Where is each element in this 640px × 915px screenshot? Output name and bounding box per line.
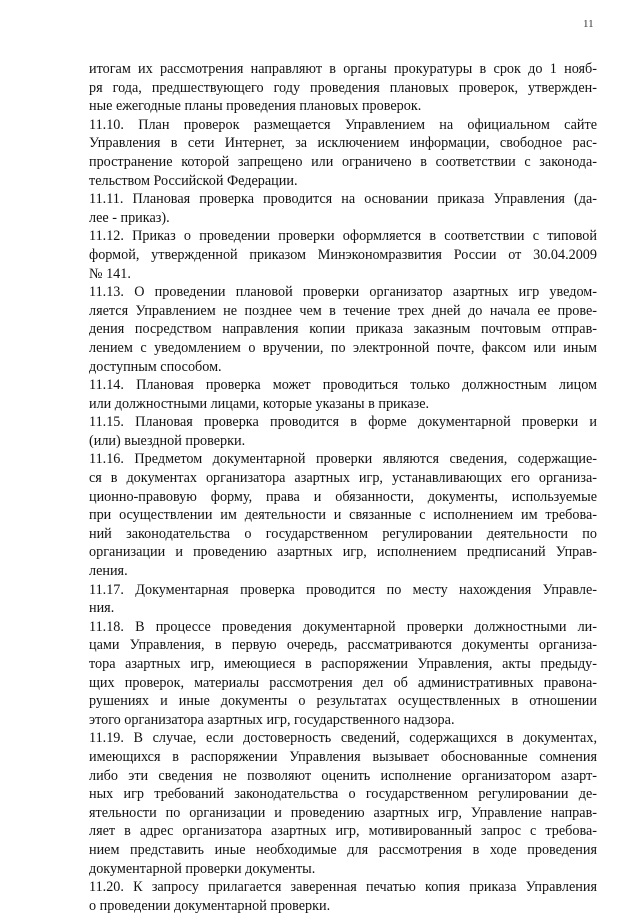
text-line: ления. [89,563,128,580]
text-line: 11.15. Плановая проверка проводится в форме документарной проверки и [89,414,597,431]
text-line: цами Управления, в первую очередь, рассматриваются документы организа- [89,637,597,654]
text-line: 11.20. К запросу прилагается заверенная печатью копия приказа Управления [89,879,597,896]
text-line: имеющихся в распоряжении Управления вызывает обоснованные сомнения [89,748,597,765]
text-line: (или) выездной проверки. [89,432,246,449]
text-line: ятельности по организации и проведению азартных игр, Управление направ- [89,804,597,821]
text-line: № 141. [89,265,131,282]
text-line: при осуществлении им деятельности и связанные с исполнением им требова- [89,507,597,524]
text-line: 11.11. Плановая проверка проводится на основании приказа Управления (да- [89,191,597,208]
text-line: нием представить иные необходимые для рассмотрения в ходе проведения [89,841,597,858]
text-line: формой, утвержденной приказом Минэкономразвития России от 30.04.2009 [89,246,597,263]
text-line: итогам их рассмотрения направляют в органы прокуратуры в срок до 1 нояб- [89,61,597,77]
text-line: лением с уведомлением о вручении, по электронной почте, факсом или иным [89,339,597,356]
text-line: 11.17. Документарная проверка проводится по месту нахождения Управле- [89,581,597,598]
text-line: 11.14. Плановая проверка может проводиться только должностным лицом [89,377,597,394]
page-number: 11 [583,18,594,30]
text-line: 11.10. План проверок размещается Управлением на официальном сайте [89,116,597,133]
body-text [89,60,597,915]
text-line: дения посредством направления копии приказа заказным почтовым отправ- [89,321,597,338]
text-line: ляется Управлением не позднее чем в течение трех дней до начала ее прове- [89,302,597,319]
text-line: ные ежегодные планы проведения плановых проверок. [89,98,422,115]
text-line: ных игр требований законодательства о государственном регулировании де- [89,786,597,803]
text-line: пространение которой запрещено или ограничено в соответствии с законода- [89,153,597,170]
text-line: либо эти сведения не позволяют оценить исполнение организатором азарт- [89,767,597,784]
text-line: лее - приказ). [89,209,170,226]
text-line: рушениях и иные документы о результатах осуществленных в отношении [89,693,597,710]
text-line: ний законодательства о государственном регулировании деятельности по [89,525,597,542]
text-line: ря года, предшествующего году проведения плановых проверок, утвержден- [89,79,597,96]
text-line: документарной проверки документы. [89,860,316,877]
text-line: этого организатора азартных игр, государственного надзора. [89,711,455,728]
text-line: или должностными лицами, которые указаны в приказе. [89,395,430,412]
text-line: организации и проведению азартных игр, исполнением предписаний Управ- [89,544,597,561]
text-line: ния. [89,600,115,617]
text-line: 11.16. Предметом документарной проверки являются сведения, содержащие- [89,451,597,468]
text-line: тельством Российской Федерации. [89,172,298,189]
text-line: 11.18. В процессе проведения документарной проверки должностными ли- [89,618,597,635]
text-line: 11.13. О проведении плановой проверки организатор азартных игр уведом- [89,284,597,301]
text-line: 11.12. Приказ о проведении проверки оформляется в соответствии с типовой [89,228,597,245]
text-line: доступным способом. [89,358,222,375]
text-line: 11.19. В случае, если достоверность сведений, содержащихся в документах, [89,730,597,747]
text-line: ционно-правовую форму, права и обязанности, документы, используемые [89,488,597,505]
text-line: Управления в сети Интернет, за исключением информации, свободное рас- [89,135,597,152]
text-line: ляет в адрес организатора азартных игр, мотивированный запрос с требова- [89,823,597,840]
text-line: щих проверок, материалы рассмотрения дел об административных правона- [89,674,597,691]
text-line: тора азартных игр, имеющиеся в распоряжении Управления, акты предыду- [89,656,597,672]
text-line: ся в документах организатора азартных игр, устанавливающих его организа- [89,470,597,487]
text-line: о проведении документарной проверки. [89,897,331,914]
